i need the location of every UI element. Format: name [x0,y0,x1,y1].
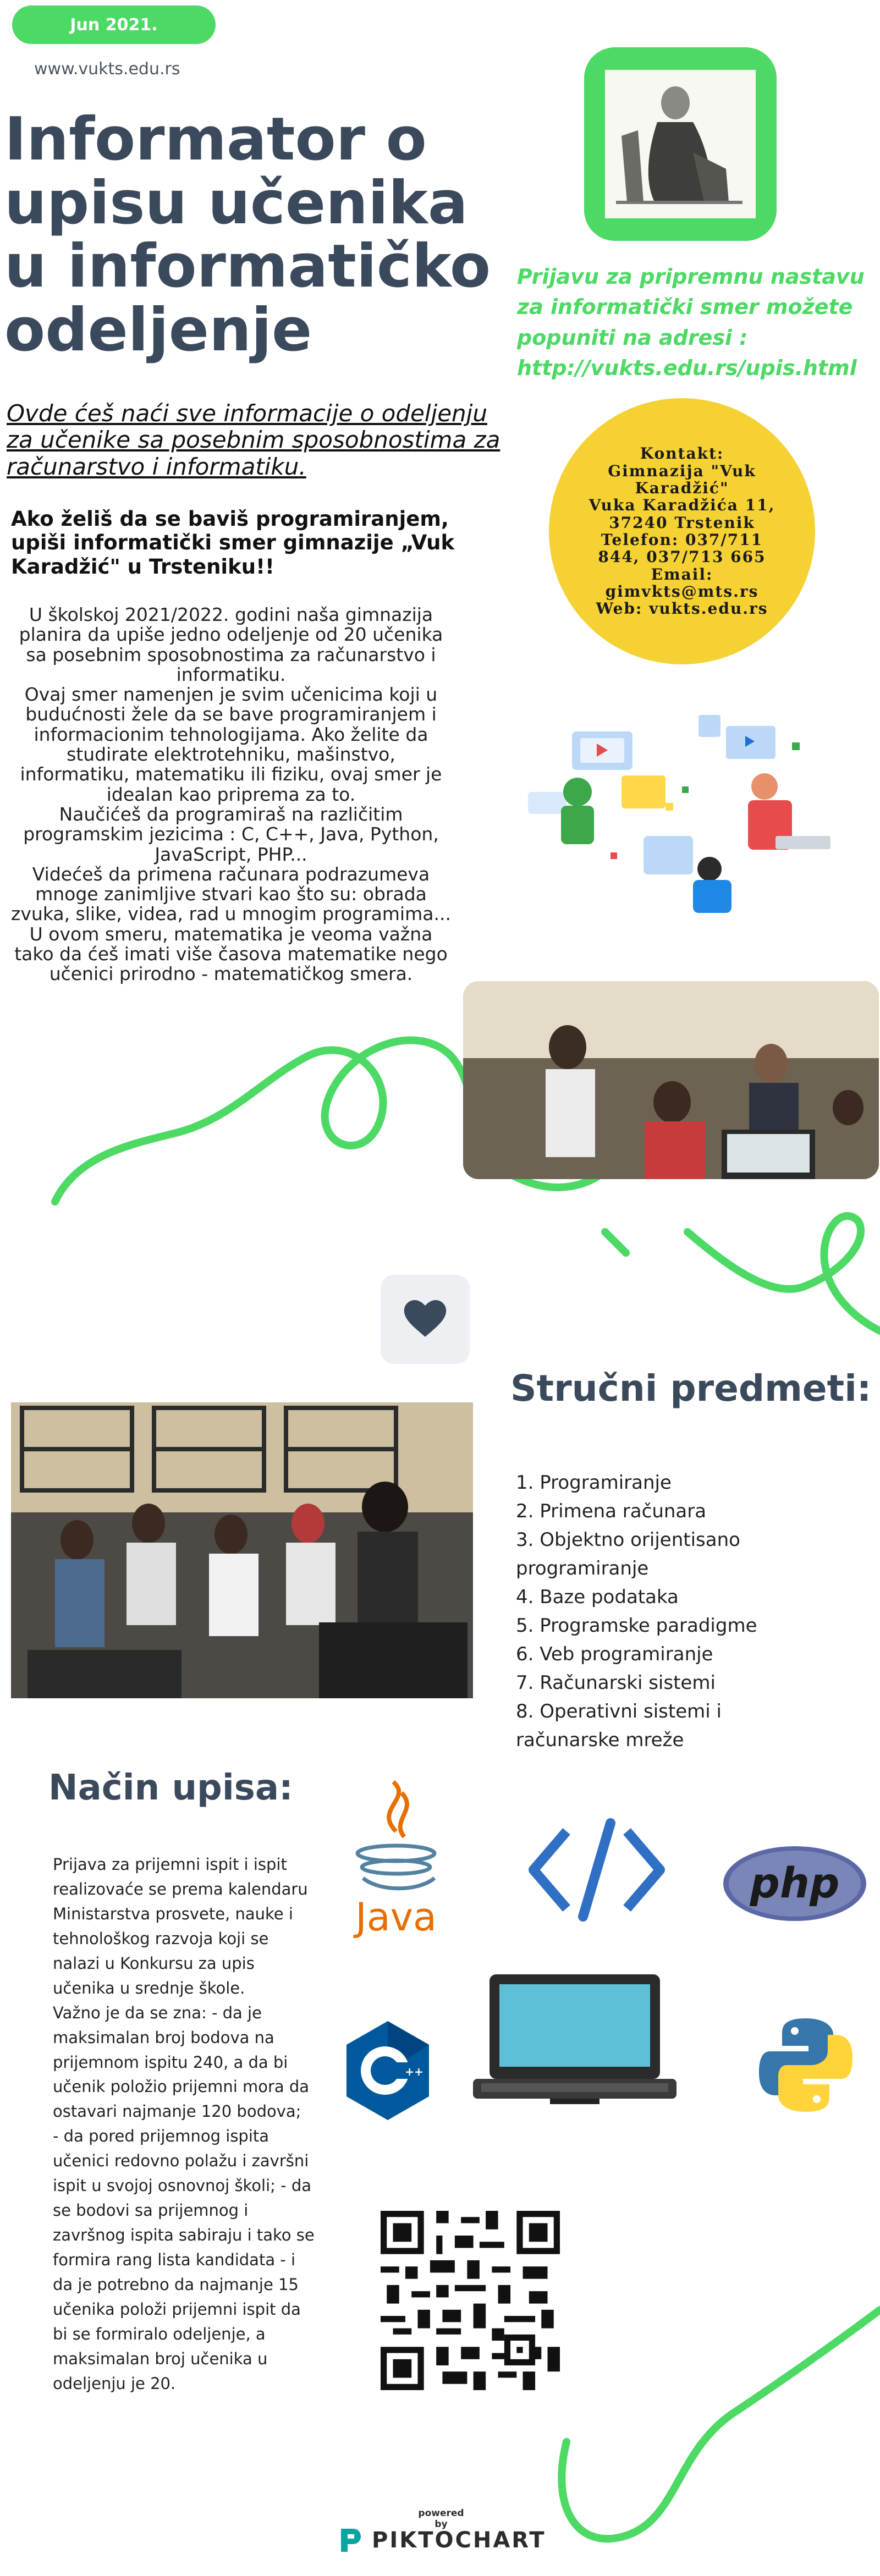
list-item: 3. Objektno orijentisano programiranje [516,1529,740,1580]
java-logo [341,1771,451,1941]
svg-text:++: ++ [405,2065,424,2078]
cpp-logo [341,2018,435,2123]
contact-line: gimvkts@mts.rs [605,582,759,601]
classroom-photo [463,981,879,1179]
description-paragraph: Ovaj smer namenjen je svim učenicima koji u budućnosti žele da se bave programiranjem i informacionim tehnologijama. Ako želite da studirate elektrotehniku, mašinstvo, informatiku, matematiku ili fiziku, ovaj smer je idealan kao priprema za to. [20,684,442,805]
list-item: 7. Računarski sistemi [516,1672,716,1694]
java-logo-text: Java [355,1895,437,1940]
subjects-list [516,1468,824,1754]
piktochart-icon [339,2527,363,2554]
description-paragraph: Naučićeš da programiraš na različitim programskim jezicima : C, C++, Java, Python, JavaScript, PHP... [23,803,439,865]
contact-line: Web: vukts.edu.rs [596,599,768,618]
heart-icon [404,1300,447,1339]
enrollment-title: Način upisa: [48,1768,293,1808]
contact-line: Kontakt: [640,444,724,463]
contact-line: Vuka Karadžića 11, [588,496,776,515]
piktochart-logo[interactable] [339,2527,546,2554]
enrollment-paragraph: Prijava za prijemni ispit i ispit realizovaće se prema kalendaru Ministarstva prosvete, nauke i tehnološkog razvoja koji se nalazi u Konkursu za upis učenika u srednje škole. Važno je da se zna: - da je maksimalan broj bodova na prijemnom ispitu 240, a da bi učenik položio prijemni mora da ostavari najmanje 120 bodova; - da pored prijemnog ispita učenici redovno polažu i završni ispit u svojoj osnovnoj školi; - da se bodovi sa prijemnog i završnog ispita sabiraju i tako se formira rang lista kandidata - i da je potrebno da najmanje 15 učenika položi prijemni ispit da bi se formiralo odeljenje, a maksimalan broj učenika u odeljenju je 20. [53,1855,315,2393]
php-logo [721,1842,869,1925]
code-tag-icon [528,1815,666,1925]
description [11,605,451,984]
list-item: 1. Programiranje [516,1472,672,1494]
website-link[interactable]: www.vukts.edu.rs [34,59,180,79]
description-paragraph: Videćeš da primena računara podrazumeva mnoge zanimljive stvari kao što su: obrada zvuka, slike, videa, rad u mnogim programima... [11,863,451,925]
students-photo [11,1402,473,1698]
php-logo-text: php [750,1858,840,1907]
portrait-image [605,70,756,218]
contact-line: 844, 037/713 665 [598,548,766,566]
piktochart-wordmark: PIKTOCHART [372,2528,546,2553]
description-paragraph: U školskoj 2021/2022. godini naša gimnazija planira da upiše jedno odeljenje od 20 učenika sa posebnim sposobnostima za računarstvo i informatiku. [19,604,443,685]
intro-callout: Ako želiš da se baviš programiranjem, upiši informatički smer gimnazije „Vuk Karadžić" u Trsteniku!! [11,507,455,579]
programming-illustration [528,709,836,918]
list-item: 5. Programske paradigme [516,1615,757,1637]
laptop-icon [473,1974,676,2106]
subjects-title: Stručni predmeti: [510,1367,872,1410]
list-item: 6. Veb programiranje [516,1643,713,1666]
registration-info: Prijavu za pripremnu nastavu za informatički smer možete popuniti na adresi : http://vukts.edu.rs/upis.html [517,265,865,381]
list-item: 8. Operativni sistemi i računarske mreže [516,1700,722,1752]
list-item: 2. Primena računara [516,1500,707,1523]
heart-button[interactable] [381,1275,470,1364]
contact-line: 37240 Trstenik [609,513,755,532]
python-logo [754,2013,858,2117]
page-title: Informator o upisu učenika u informatičko odeljenje [4,105,491,365]
contact-line: Telefon: 037/711 [601,531,763,549]
contact-circle [549,398,815,664]
contact-line: Gimnazija "Vuk Karadžić" [608,461,756,497]
enrollment-text [53,1852,317,2396]
subtitle: Ovde ćeš naći sve informacije o odeljenju za učenike sa posebnim sposobnostima za računarstvo i informatiku. [7,400,501,480]
description-paragraph: U ovom smeru, matematika je veoma važna tako da ćeš imati više časova matematike nego učenici prirodno - matematičkog smera. [14,923,448,985]
portrait-frame [584,47,777,241]
contact-line: Email: [651,565,713,584]
list-item: 4. Baze podataka [516,1586,679,1609]
date-badge: Jun 2021. [12,5,216,44]
qr-code[interactable] [381,2211,560,2390]
powered-by: powered by [418,2508,464,2530]
